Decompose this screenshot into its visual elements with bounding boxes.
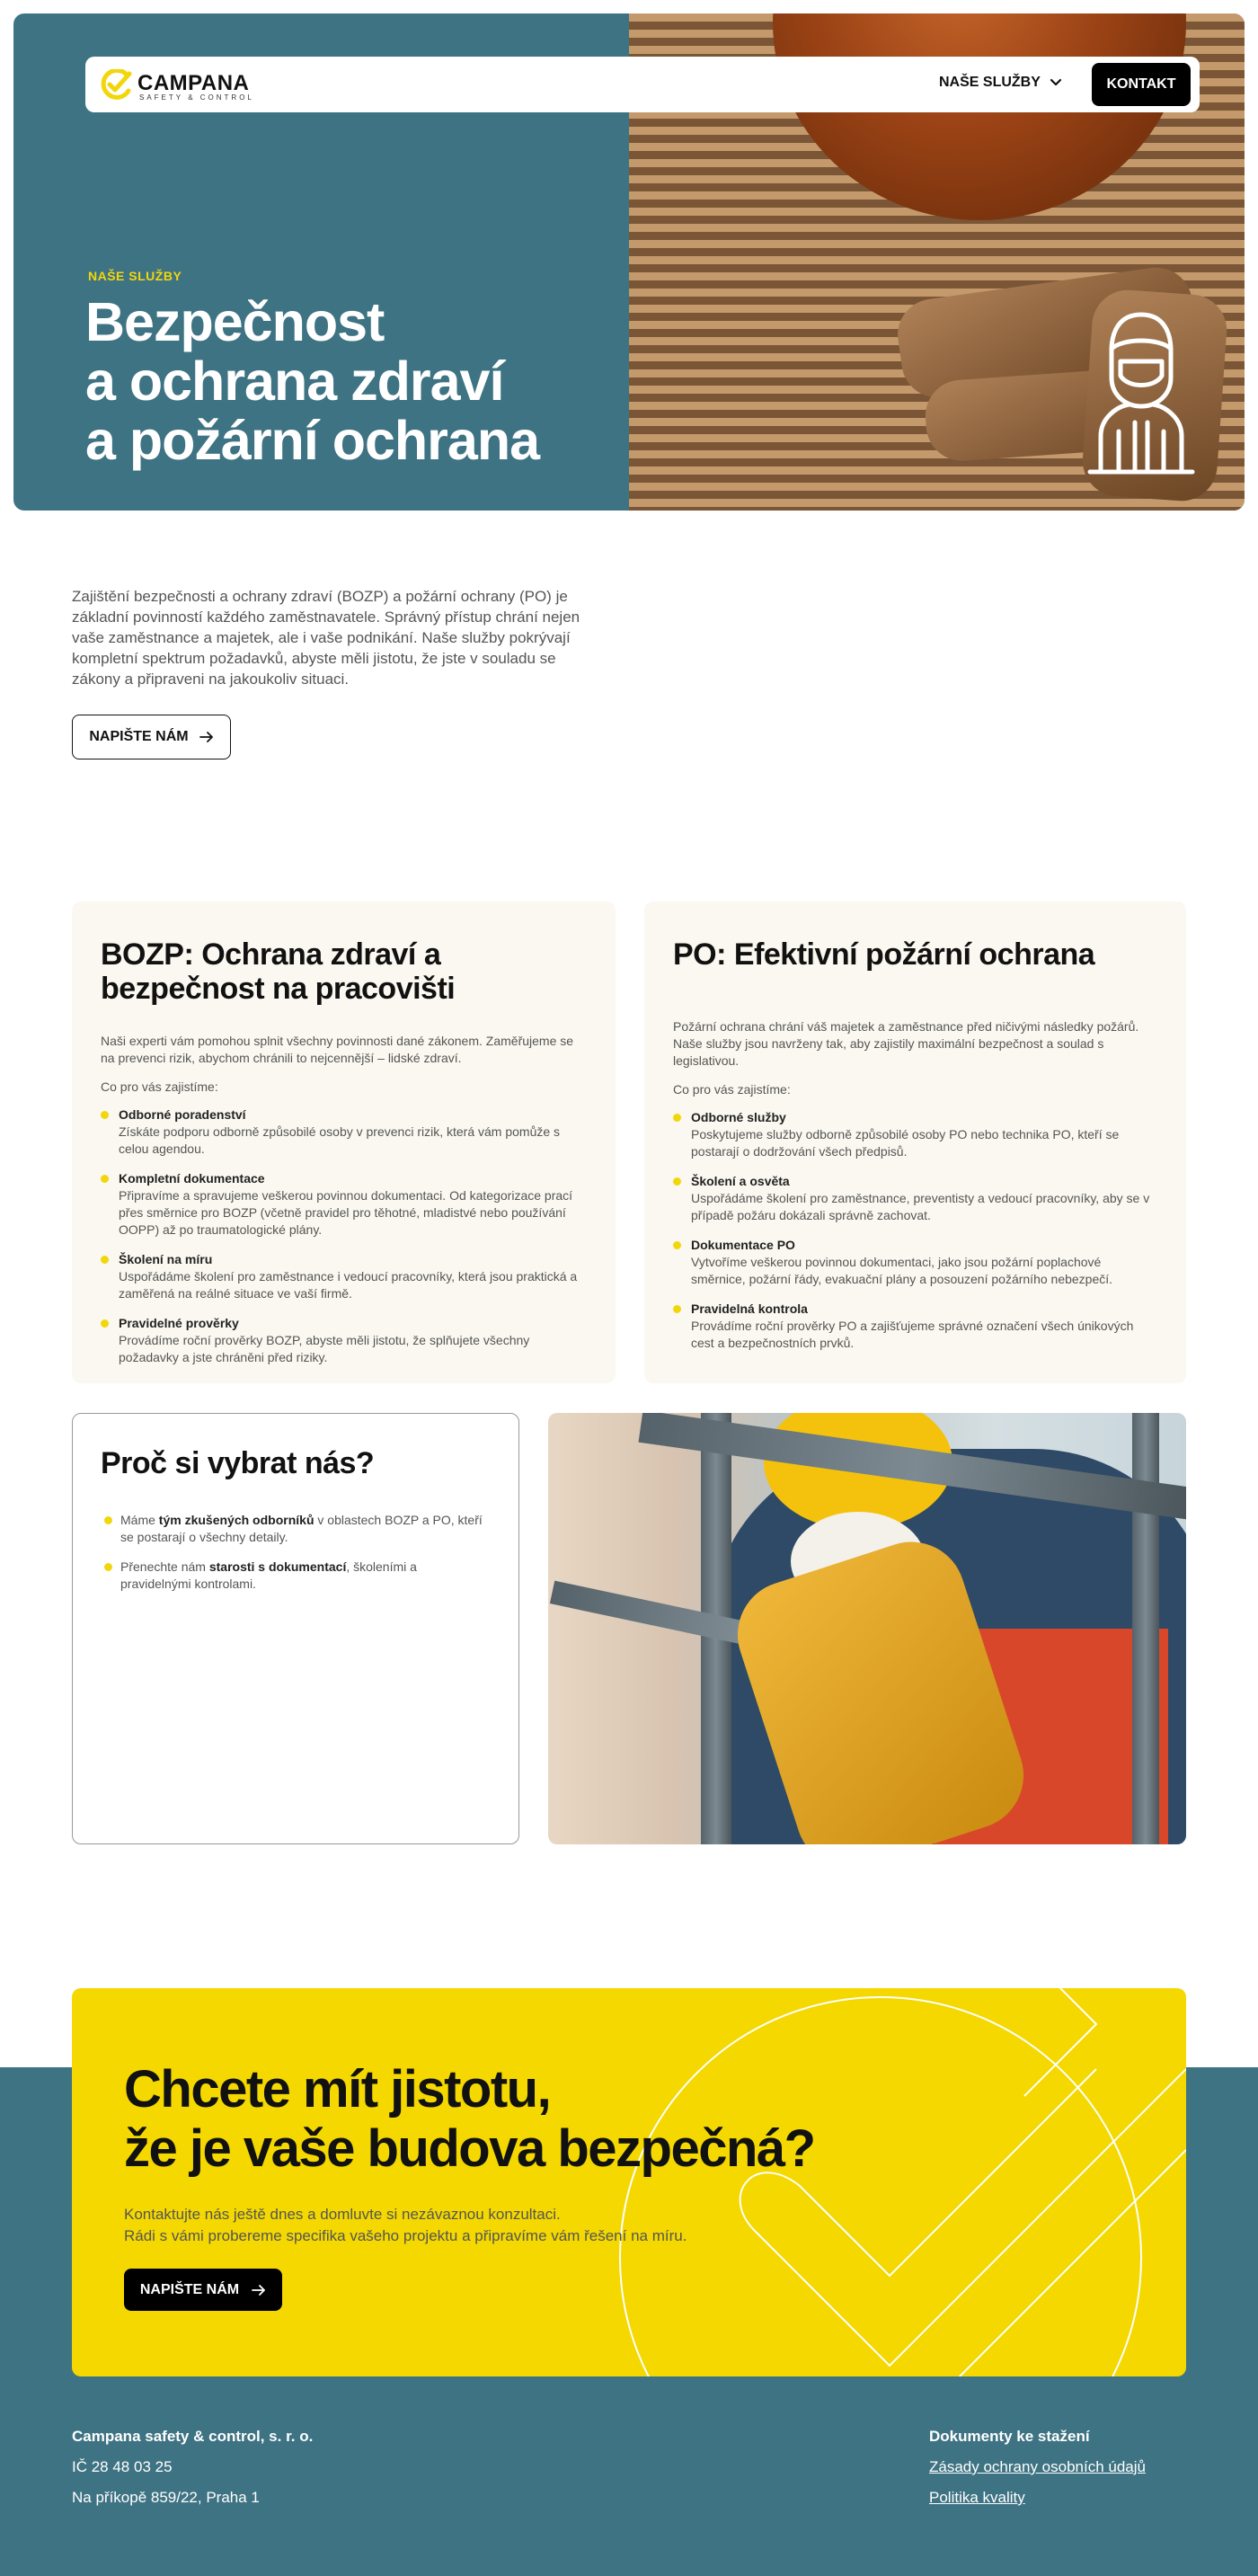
list-item bbox=[101, 1559, 491, 1593]
list-item-text: Vytvoříme veškerou povinnou dokumentaci, jako jsou požární poplachové směrnice, požární řády, evakuační plány a posouzení požárního nebezpečí. bbox=[691, 1255, 1113, 1286]
footer-link-privacy[interactable]: Zásady ochrany osobních údajů bbox=[929, 2458, 1146, 2475]
list-item-highlight: tým zkušených odborníků bbox=[158, 1513, 314, 1527]
list-item-title: Odborné poradenství bbox=[119, 1107, 246, 1122]
cta-title-line: Chcete mít jistotu, bbox=[124, 2060, 551, 2119]
list-item bbox=[673, 1173, 1157, 1224]
list-item-text: Uspořádáme školení pro zaměstnance i vedoucí pracovníky, která jsou praktická a zaměřená na reálné situace ve vaší firmě. bbox=[119, 1269, 578, 1301]
bozp-card bbox=[72, 902, 616, 1383]
bozp-card-subheading: Co pro vás zajistíme: bbox=[101, 1079, 218, 1094]
list-item-text: Provádíme roční prověrky BOZP, abyste měli jistotu, že splňujete všechny požadavky a jste chráněni před riziky. bbox=[119, 1333, 530, 1364]
hero-title-line: Bezpečnost bbox=[85, 291, 385, 352]
list-item-highlight: starosti s dokumentací bbox=[208, 1559, 347, 1574]
bozp-services-list bbox=[101, 1106, 587, 1366]
footer-docs-title: Dokumenty ke stažení bbox=[929, 2428, 1090, 2445]
nav-contact-button[interactable]: KONTAKT bbox=[1092, 63, 1191, 106]
list-item bbox=[101, 1315, 587, 1366]
footer-company-info bbox=[72, 2421, 313, 2513]
cta-text-line: Kontaktujte nás ještě dnes a domluvte si nezávaznou konzultaci. bbox=[124, 2206, 561, 2223]
hero-section bbox=[13, 13, 1245, 511]
po-card-subheading: Co pro vás zajistíme: bbox=[673, 1082, 791, 1097]
bozp-card-lead: Naši experti vám pomohou splnit všechny povinnosti dané zákonem. Zaměřujeme se na prevenci rizik, abychom chránili to nejcennější – lidské zdraví. bbox=[101, 1034, 574, 1065]
list-item-text: Přenechte nám bbox=[120, 1559, 209, 1574]
why-us-title: Proč si vybrat nás? bbox=[101, 1446, 375, 1480]
footer-documents bbox=[929, 2421, 1146, 2513]
list-item bbox=[101, 1106, 587, 1158]
cta-title-line: že je vaše budova bezpečná? bbox=[124, 2119, 815, 2178]
check-decoration-icon bbox=[72, 1988, 1186, 2376]
hero-eyebrow: NAŠE SLUŽBY bbox=[88, 269, 182, 283]
list-item-title: Školení a osvěta bbox=[691, 1174, 790, 1188]
contact-us-button[interactable] bbox=[72, 715, 231, 759]
worker-icon bbox=[1083, 306, 1200, 476]
list-item-text: Máme bbox=[120, 1513, 159, 1527]
cta-contact-label: NAPIŠTE NÁM bbox=[139, 2281, 240, 2297]
why-us-list bbox=[101, 1512, 491, 1593]
brand-name: CAMPANA bbox=[137, 71, 250, 95]
hero-title bbox=[85, 292, 589, 470]
list-item-text: Uspořádáme školení pro zaměstnance, preventisty a vedoucí pracovníky, aby se v případě požáru dokázali správně zachovat. bbox=[691, 1191, 1150, 1222]
list-item-text: Provádíme roční prověrky PO a zajišťujeme správné označení všech únikových cest a bezpečnostních prvků. bbox=[691, 1319, 1134, 1350]
po-card-lead: Požární ochrana chrání váš majetek a zaměstnance před ničivými následky požárů. Naše služby jsou navrženy tak, aby zajistily maximální bezpečnost a soulad s legislativou. bbox=[673, 1019, 1139, 1068]
intro-text: Zajištění bezpečnosti a ochrany zdraví (BOZP) a požární ochrany (PO) je základní povinností každého zaměstnavatele. Správný přístup chrání nejen vaše zaměstnance a majetek, ale i vaše podnikání. Naše služby pokrývají kompletní spektrum požadavků, abyste měli jistotu, že jste v souladu se zákony a připraveni na jakoukoliv situaci. bbox=[72, 588, 580, 688]
bozp-card-title: BOZP: Ochrana zdraví a bezpečnost na pracovišti bbox=[101, 937, 456, 1006]
photo-shape bbox=[1132, 1413, 1159, 1844]
nav-services-label: NAŠE SLUŽBY bbox=[939, 75, 1041, 90]
check-logo-icon bbox=[100, 69, 132, 100]
list-item-title: Odborné služby bbox=[691, 1110, 786, 1124]
cta-text-line: Rádi s vámi probereme specifika vašeho projektu a připravíme vám řešení na míru. bbox=[124, 2227, 687, 2244]
po-card bbox=[644, 902, 1186, 1383]
list-item-title: Dokumentace PO bbox=[691, 1238, 795, 1252]
po-services-list bbox=[673, 1109, 1157, 1352]
list-item-title: Školení na míru bbox=[119, 1252, 213, 1266]
arrow-right-icon bbox=[252, 2285, 266, 2296]
list-item-text: Získáte podporu odborně způsobilé osoby v prevenci rizik, která vám pomůže s celou agendou. bbox=[119, 1124, 561, 1156]
cta-title bbox=[124, 2060, 933, 2179]
list-item bbox=[101, 1170, 587, 1239]
hero-helmet-shape bbox=[773, 13, 1186, 220]
footer-ico: IČ 28 48 03 25 bbox=[72, 2458, 173, 2475]
list-item-text: Poskytujeme služby odborně způsobilé osoby PO nebo technika PO, kteří se postarají o dodržování všech předpisů. bbox=[691, 1127, 1120, 1159]
list-item-title: Pravidelné prověrky bbox=[119, 1316, 239, 1330]
footer-address: Na příkopě 859/22, Praha 1 bbox=[72, 2489, 260, 2506]
list-item bbox=[673, 1237, 1157, 1288]
footer-link-quality[interactable]: Politika kvality bbox=[929, 2489, 1025, 2506]
cta-banner bbox=[72, 1988, 1186, 2376]
arrow-right-icon bbox=[199, 732, 214, 742]
footer-company-name: Campana safety & control, s. r. o. bbox=[72, 2428, 314, 2445]
hero-title-line: a ochrana zdraví bbox=[85, 351, 504, 412]
chevron-down-icon bbox=[1050, 78, 1062, 87]
list-item bbox=[101, 1251, 587, 1302]
list-item-text: Připravíme a spravujeme veškerou povinnou dokumentaci. Od kategorizace prací přes směrnice pro BOZP (včetně pravidel pro těhotné, mladistvé nebo používání OOPP) až po traumatologické plány. bbox=[119, 1188, 573, 1237]
worker-photo bbox=[548, 1413, 1186, 1844]
brand-logo[interactable] bbox=[100, 68, 279, 101]
list-item-title: Pravidelná kontrola bbox=[691, 1301, 808, 1316]
nav-services-dropdown[interactable] bbox=[939, 75, 1062, 91]
top-navbar bbox=[85, 57, 1200, 112]
list-item-text: v oblastech BOZP a PO, kteří se postarají o všechny detaily. bbox=[120, 1513, 483, 1544]
why-us-card bbox=[72, 1413, 519, 1844]
brand-tagline: SAFETY & CONTROL bbox=[139, 93, 254, 102]
contact-us-label: NAPIŠTE NÁM bbox=[89, 729, 189, 744]
list-item bbox=[673, 1109, 1157, 1160]
list-item bbox=[101, 1512, 491, 1546]
po-card-title: PO: Efektivní požární ochrana bbox=[673, 937, 1095, 972]
list-item-title: Kompletní dokumentace bbox=[119, 1171, 265, 1186]
list-item-text: , školeními a pravidelnými kontrolami. bbox=[120, 1559, 417, 1591]
list-item bbox=[673, 1301, 1157, 1352]
cta-text bbox=[124, 2204, 843, 2247]
cta-contact-button[interactable] bbox=[124, 2269, 282, 2311]
hero-title-line: a požární ochrana bbox=[85, 410, 540, 471]
